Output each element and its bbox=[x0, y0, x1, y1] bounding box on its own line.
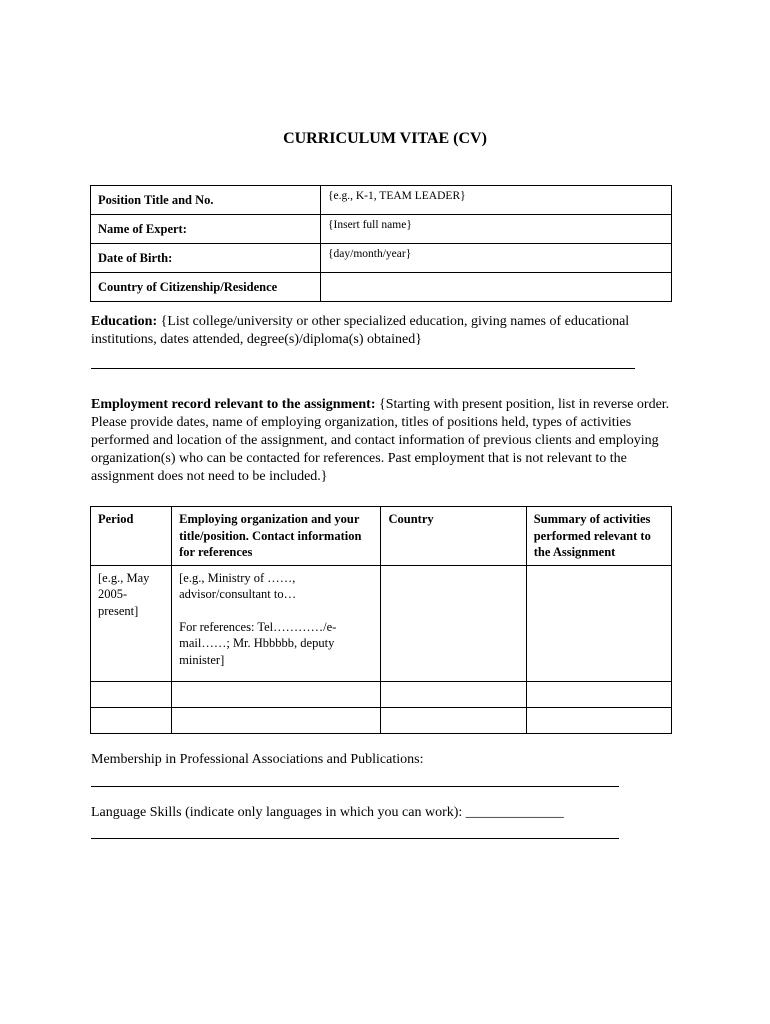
membership-text: Membership in Professional Associations and Publications: bbox=[91, 752, 424, 767]
header-period: Period bbox=[91, 507, 172, 566]
employment-label: Employment record relevant to the assignment: bbox=[91, 397, 376, 412]
citizenship-label: Country of Citizenship/Residence bbox=[91, 273, 321, 302]
country-cell[interactable] bbox=[381, 707, 526, 733]
table-row bbox=[91, 707, 672, 733]
table-row bbox=[91, 215, 672, 244]
education-answer-line[interactable] bbox=[91, 368, 635, 369]
table-row bbox=[91, 186, 672, 215]
membership-answer-line[interactable] bbox=[91, 786, 619, 787]
summary-cell[interactable] bbox=[526, 681, 671, 707]
summary-cell[interactable] bbox=[526, 707, 671, 733]
language-answer-line[interactable] bbox=[91, 838, 619, 839]
references-text: For references: Tel…………/e-mail……; Mr. Hbbbbb, deputy minister] bbox=[179, 619, 337, 667]
table-row bbox=[91, 681, 672, 707]
table-row bbox=[91, 565, 672, 681]
employment-paragraph bbox=[91, 396, 681, 486]
organization-cell[interactable] bbox=[172, 707, 381, 733]
period-cell[interactable]: [e.g., May 2005-present] bbox=[91, 565, 172, 681]
date-of-birth-label: Date of Birth: bbox=[91, 244, 321, 273]
page-title: CURRICULUM VITAE (CV) bbox=[283, 130, 487, 147]
country-cell[interactable] bbox=[381, 681, 526, 707]
header-country: Country bbox=[381, 507, 526, 566]
position-title-value[interactable]: {e.g., K-1, TEAM LEADER} bbox=[321, 186, 672, 215]
header-employing-organization: Employing organization and your title/position. Contact information for references bbox=[172, 507, 381, 566]
education-label: Education: bbox=[91, 314, 158, 329]
summary-cell[interactable] bbox=[526, 565, 671, 681]
country-cell[interactable] bbox=[381, 565, 526, 681]
education-paragraph bbox=[91, 313, 681, 349]
organization-cell[interactable] bbox=[172, 565, 381, 681]
employment-text: {Starting with present position, list in reverse order. Please provide dates, name of employing organization, titles of positions held, types of activities performed and location of the assignment, and contact information of previous clients and employing organization(s) who can be contacted for references. Past employment that is not relevant to the assignment does not need to be included.} bbox=[91, 397, 670, 484]
period-cell[interactable] bbox=[91, 681, 172, 707]
header-summary: Summary of activities performed relevant to the Assignment bbox=[526, 507, 671, 566]
organization-text: [e.g., Ministry of ……, advisor/consultant to… bbox=[179, 570, 297, 601]
language-skills-text: Language Skills (indicate only languages in which you can work): ______________ bbox=[91, 805, 564, 820]
table-row bbox=[91, 244, 672, 273]
citizenship-value[interactable] bbox=[321, 273, 672, 302]
period-cell[interactable] bbox=[91, 707, 172, 733]
table-row bbox=[91, 273, 672, 302]
organization-cell[interactable] bbox=[172, 681, 381, 707]
info-table bbox=[90, 185, 672, 302]
name-of-expert-label: Name of Expert: bbox=[91, 215, 321, 244]
education-text: {List college/university or other specialized education, giving names of educational institutions, dates attended, degree(s)/diploma(s) obtained} bbox=[91, 314, 630, 347]
employment-table bbox=[90, 506, 672, 734]
name-of-expert-value[interactable]: {Insert full name} bbox=[321, 215, 672, 244]
date-of-birth-value[interactable]: {day/month/year} bbox=[321, 244, 672, 273]
table-header-row bbox=[91, 507, 672, 566]
position-title-label: Position Title and No. bbox=[91, 186, 321, 215]
